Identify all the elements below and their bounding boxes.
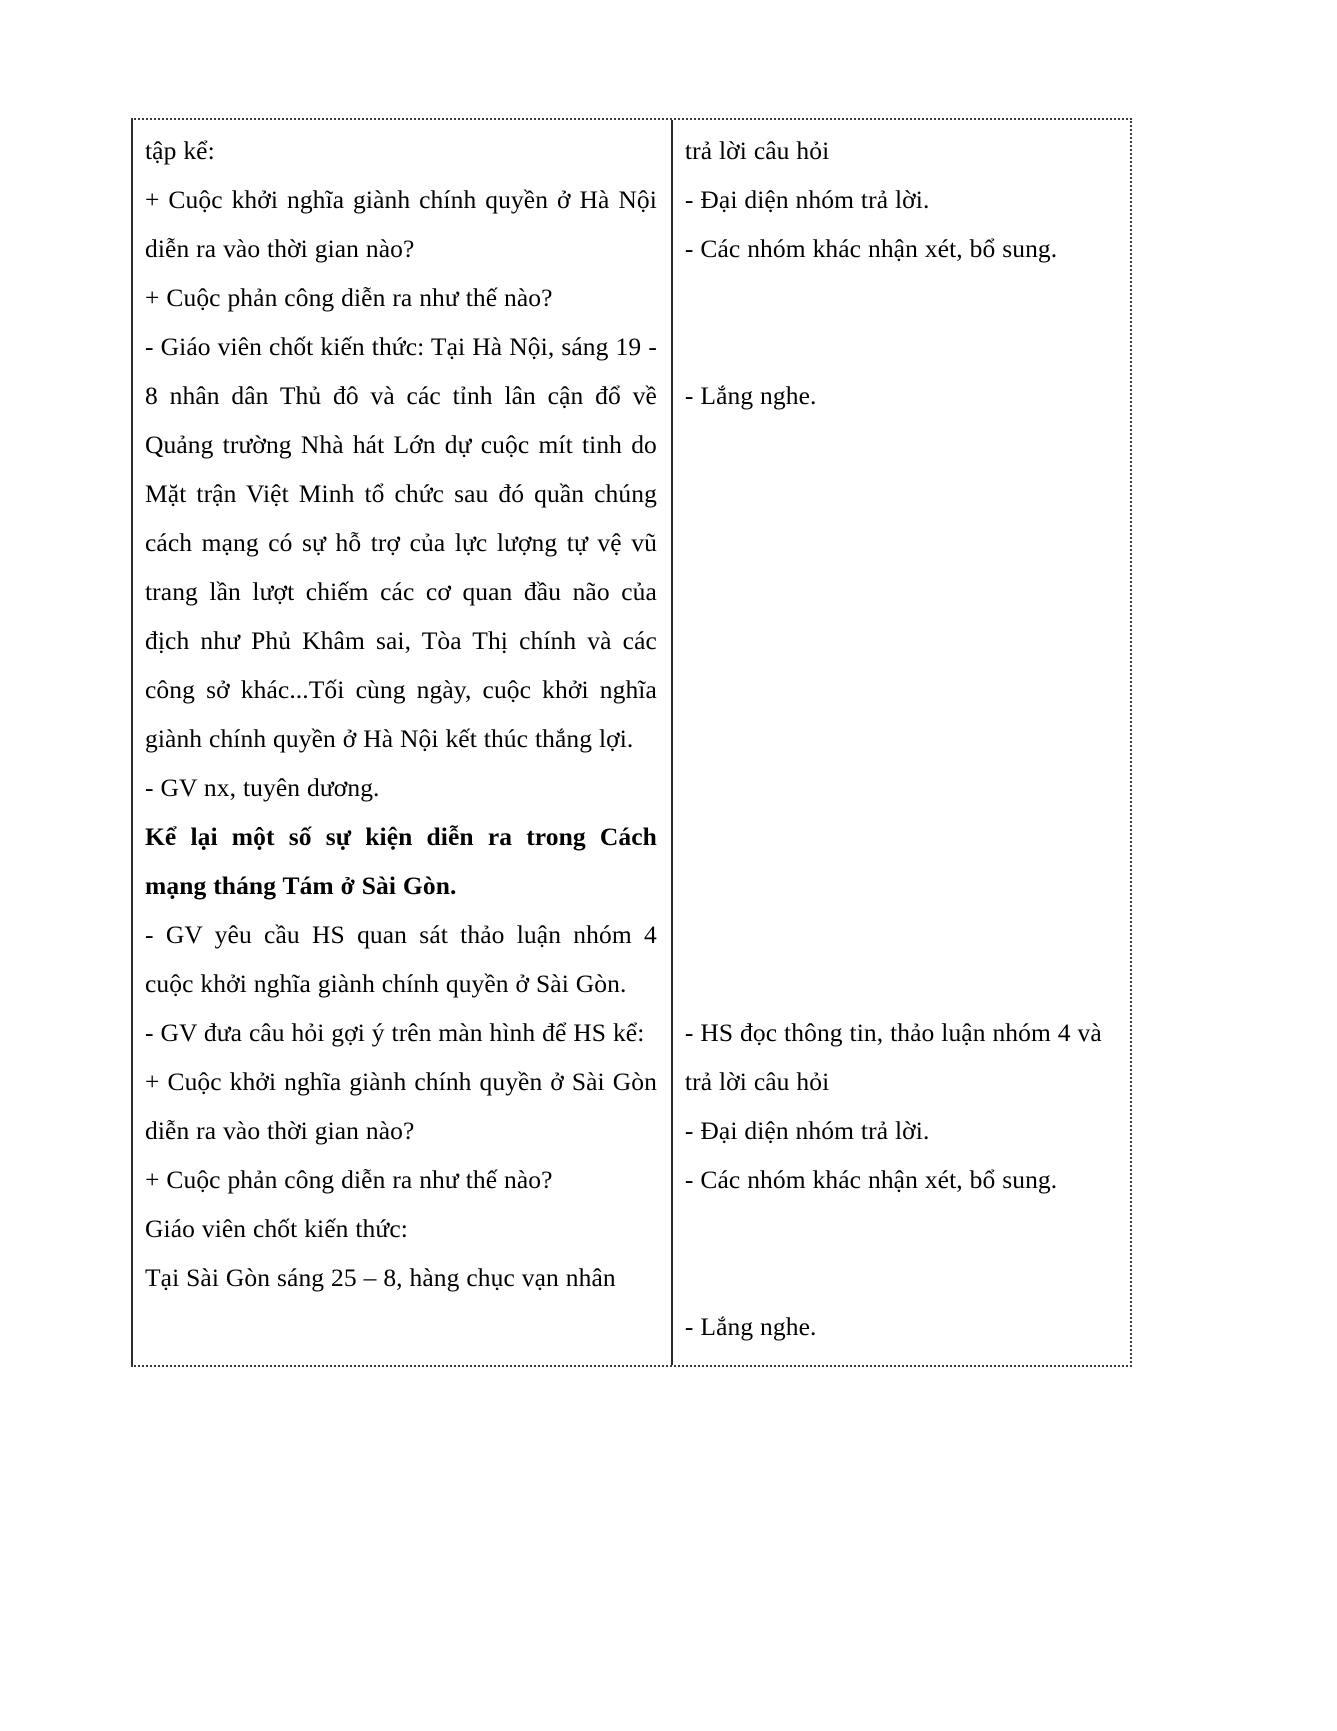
table-cell-teacher-activities (133, 120, 673, 1365)
heading-ke-lai-su-kien-sai-gon: Kể lại một số sự kiện diễn ra trong Cách mạng tháng Tám ở Sài Gòn. (145, 822, 657, 900)
paragraph-question-saigon-time: + Cuộc khởi nghĩa giành chính quyền ở Sài Gòn diễn ra vào thời gian nào? (145, 1067, 657, 1145)
paragraph-cac-nhom-khac-nhan-xet-1: - Các nhóm khác nhận xét, bổ sung. (684, 234, 1058, 263)
table-row (133, 120, 1130, 1365)
paragraph-gv-dua-cau-hoi-goi-y: - GV đưa câu hỏi gợi ý trên màn hình để HS kể: (145, 1018, 645, 1047)
paragraph-teacher-summary-saigon: Tại Sài Gòn sáng 25 – 8, hàng chục vạn nhân (145, 1263, 616, 1292)
paragraph-teacher-summary-hanoi: - Giáo viên chốt kiến thức: Tại Hà Nội, sáng 19 - 8 nhân dân Thủ đô và các tỉnh lân cận đổ về Quảng trường Nhà hát Lớn dự cuộc mít tinh do Mặt trận Việt Minh tổ chức sau đó quần chúng cách mạng có sự hỗ trợ của lực lượng tự vệ vũ trang lần lượt chiếm các cơ quan đầu não của địch như Phủ Khâm sai, Tòa Thị chính và các công sở khác...Tối cùng ngày, cuộc khởi nghĩa giành chính quyền ở Hà Nội kết thúc thắng lợi. (145, 332, 657, 753)
paragraph-dai-dien-nhom-tra-loi-1: - Đại diện nhóm trả lời. (684, 185, 930, 214)
paragraph-question-counterattack-2: + Cuộc phản công diễn ra như thế nào? (145, 1165, 553, 1194)
paragraph-tra-loi-cau-hoi-1: trả lời câu hỏi (684, 136, 830, 165)
paragraph-teacher-summary-label: Giáo viên chốt kiến thức: (145, 1214, 408, 1243)
paragraph-tap-ke: tập kể: (145, 136, 215, 165)
paragraph-cac-nhom-khac-nhan-xet-2: - Các nhóm khác nhận xét, bổ sung. (684, 1165, 1058, 1194)
spacer (685, 1204, 1120, 1302)
paragraph-question-hanoi-time: + Cuộc khởi nghĩa giành chính quyền ở Hà Nội diễn ra vào thời gian nào? (145, 185, 657, 263)
paragraph-gv-nx-tuyen-duong: - GV nx, tuyên dương. (145, 773, 380, 802)
paragraph-question-counterattack-1: + Cuộc phản công diễn ra như thế nào? (145, 283, 553, 312)
spacer (685, 420, 1120, 1008)
table-cell-student-activities (673, 120, 1130, 1365)
spacer (685, 273, 1120, 371)
paragraph-hs-doc-thong-tin: - HS đọc thông tin, thảo luận nhóm 4 và trả lời câu hỏi (684, 1018, 1102, 1096)
paragraph-lang-nghe-2: - Lắng nghe. (684, 1312, 817, 1341)
paragraph-gv-yeu-cau-hs-thao-luan: - GV yêu cầu HS quan sát thảo luận nhóm 4 cuộc khởi nghĩa giành chính quyền ở Sài Gòn. (145, 920, 657, 998)
lesson-plan-table (131, 118, 1132, 1367)
paragraph-lang-nghe-1: - Lắng nghe. (684, 381, 817, 410)
paragraph-dai-dien-nhom-tra-loi-2: - Đại diện nhóm trả lời. (684, 1116, 930, 1145)
